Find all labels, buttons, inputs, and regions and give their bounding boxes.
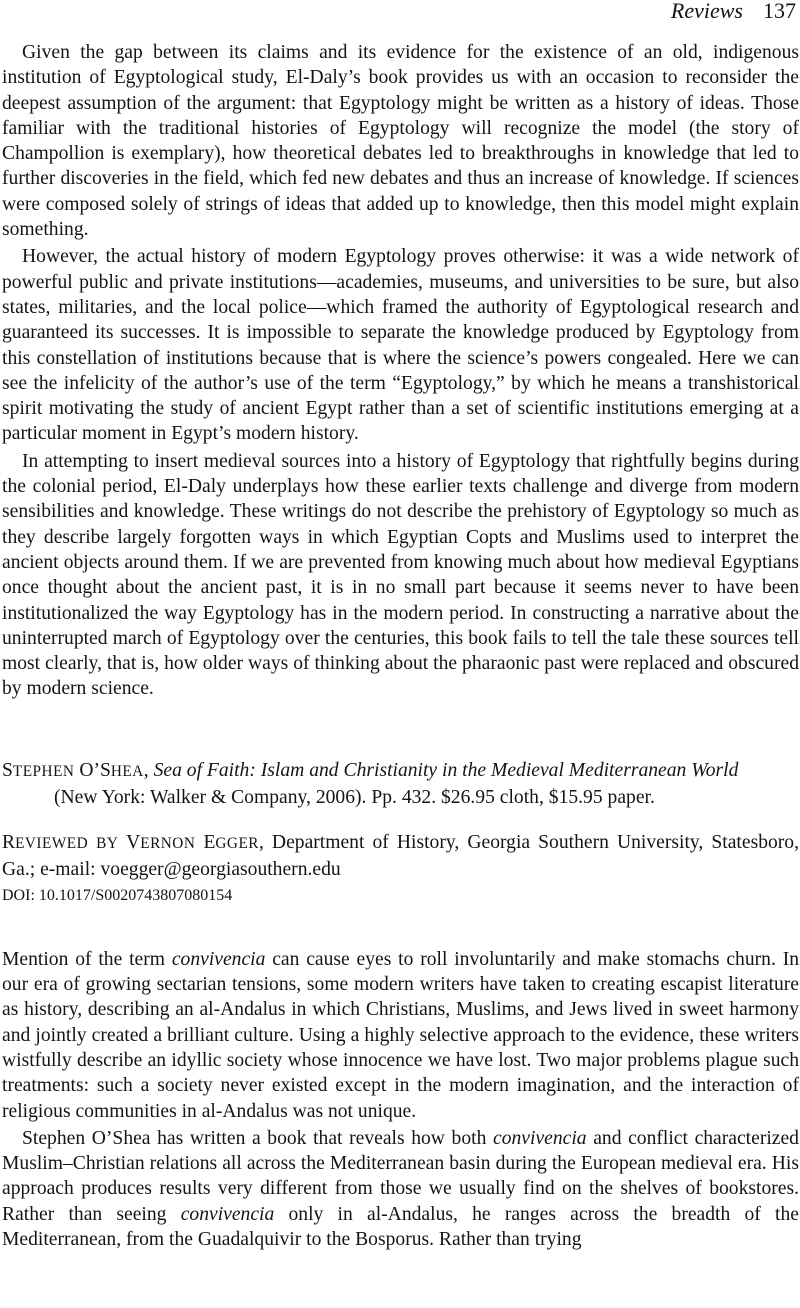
paragraph: Stephen O’Shea has written a book that reveals how both convivencia and conflict characterized Muslim–Christian relations all across the Mediterranean basin during the European medieval era. His approach produces results very different from those we usually find on the shelves of bookstores. Rather than seeing convivencia only in al-Andalus, he ranges across the breadth of the Mediterranean, from the Guadalquivir to the Bosporus. Rather than trying xyxy=(2,1127,799,1250)
reviewer-name: VERNON EGGER xyxy=(126,831,259,853)
book-title: Sea of Faith: Islam and Christianity in the Medieval Mediterranean World xyxy=(153,759,739,781)
book-author: STEPHEN O’SHEA xyxy=(2,759,144,781)
reviewer-line xyxy=(2,830,799,883)
book-citation: STEPHEN O’SHEA, Sea of Faith: Islam and Christianity in the Medieval Mediterranean World (New York: Walker & Company, 2006). Pp. 432. $26.95 cloth, $15.95 paper. xyxy=(2,758,799,811)
reviewer-affiliation: , Department of History, Georgia Southern University, Statesboro, Ga.; e-mail: voegger@georgiasouthern.edu xyxy=(2,831,800,880)
page-body xyxy=(2,40,799,1252)
page-number: 137 xyxy=(763,0,796,23)
running-head xyxy=(671,0,796,24)
book-publication-info: (New York: Walker & Company, 2006). Pp. 432. $26.95 cloth, $15.95 paper. xyxy=(54,786,655,808)
previous-review-conclusion xyxy=(2,40,799,702)
paragraph: Given the gap between its claims and its evidence for the existence of an old, indigenous institution of Egyptological study, El-Daly’s book provides us with an occasion to reconsider the deepest assumption of the argument: that Egyptology might be written as a history of ideas. Those familiar with the traditional histories of Egyptology will recognize the model (the story of Champollion is exemplary), how theoretical debates led to breakthroughs in knowledge that led to further discoveries in the field, which fed new debates and thus an increase of knowledge. If sciences were composed solely of strings of ideas that added up to knowledge, then this model might explain something. xyxy=(2,42,799,241)
paragraph: Mention of the term convivencia can cause eyes to roll involuntarily and make stomachs churn. In our era of growing sectarian tensions, some modern writers have taken to creating escapist literature as history, describing an al-Andalus in which Christians, Muslims, and Jews lived in sweet harmony and jointly created a brilliant culture. Using a highly selective approach to the evidence, these writers wistfully describe an idyllic society whose innocence we have lost. Two major problems plague such treatments: such a society never existed except in the modern imagination, and the interaction of religious communities in al-Andalus was not unique. xyxy=(2,948,800,1122)
running-head-section: Reviews xyxy=(670,0,743,23)
paragraph: In attempting to insert medieval sources into a history of Egyptology that rightfully begins during the colonial period, El-Daly underplays how these earlier texts challenge and diverge from modern sensibilities and knowledge. These writings do not describe the prehistory of Egyptology so much as they describe largely forgotten ways in which Egyptian Copts and Muslims used to interpret the ancient objects around them. If we are prevented from knowing much about how medieval Egyptians once thought about the ancient past, it is in no small part because it seems never to have been institutionalized the way Egyptology has in the modern period. In constructing a narrative about the uninterrupted march of Egyptology over the centuries, this book fails to tell the tale these sources tell most clearly, that is, how older ways of thinking about the pharaonic past were replaced and obscured by modern science. xyxy=(2,450,799,700)
review-body xyxy=(2,947,799,1253)
reviewed-by-label: REVIEWED BY xyxy=(2,831,119,853)
paragraph: However, the actual history of modern Egyptology proves otherwise: it was a wide network of powerful public and private institutions—academies, museums, and universities to be sure, but also states, militaries, and the local police—which framed the authority of Egyptological research and guaranteed its successes. It is impossible to separate the knowledge produced by Egyptology from this constellation of institutions because that is where the science’s powers congealed. Here we can see the infelicity of the author’s use of the term “Egyptology,” by which he means a transhistorical spirit motivating the study of ancient Egypt rather than a set of scientific institutions emerging at a particular moment in Egypt’s modern history. xyxy=(2,246,799,445)
doi: DOI: 10.1017/S0020743807080154 xyxy=(2,886,233,904)
